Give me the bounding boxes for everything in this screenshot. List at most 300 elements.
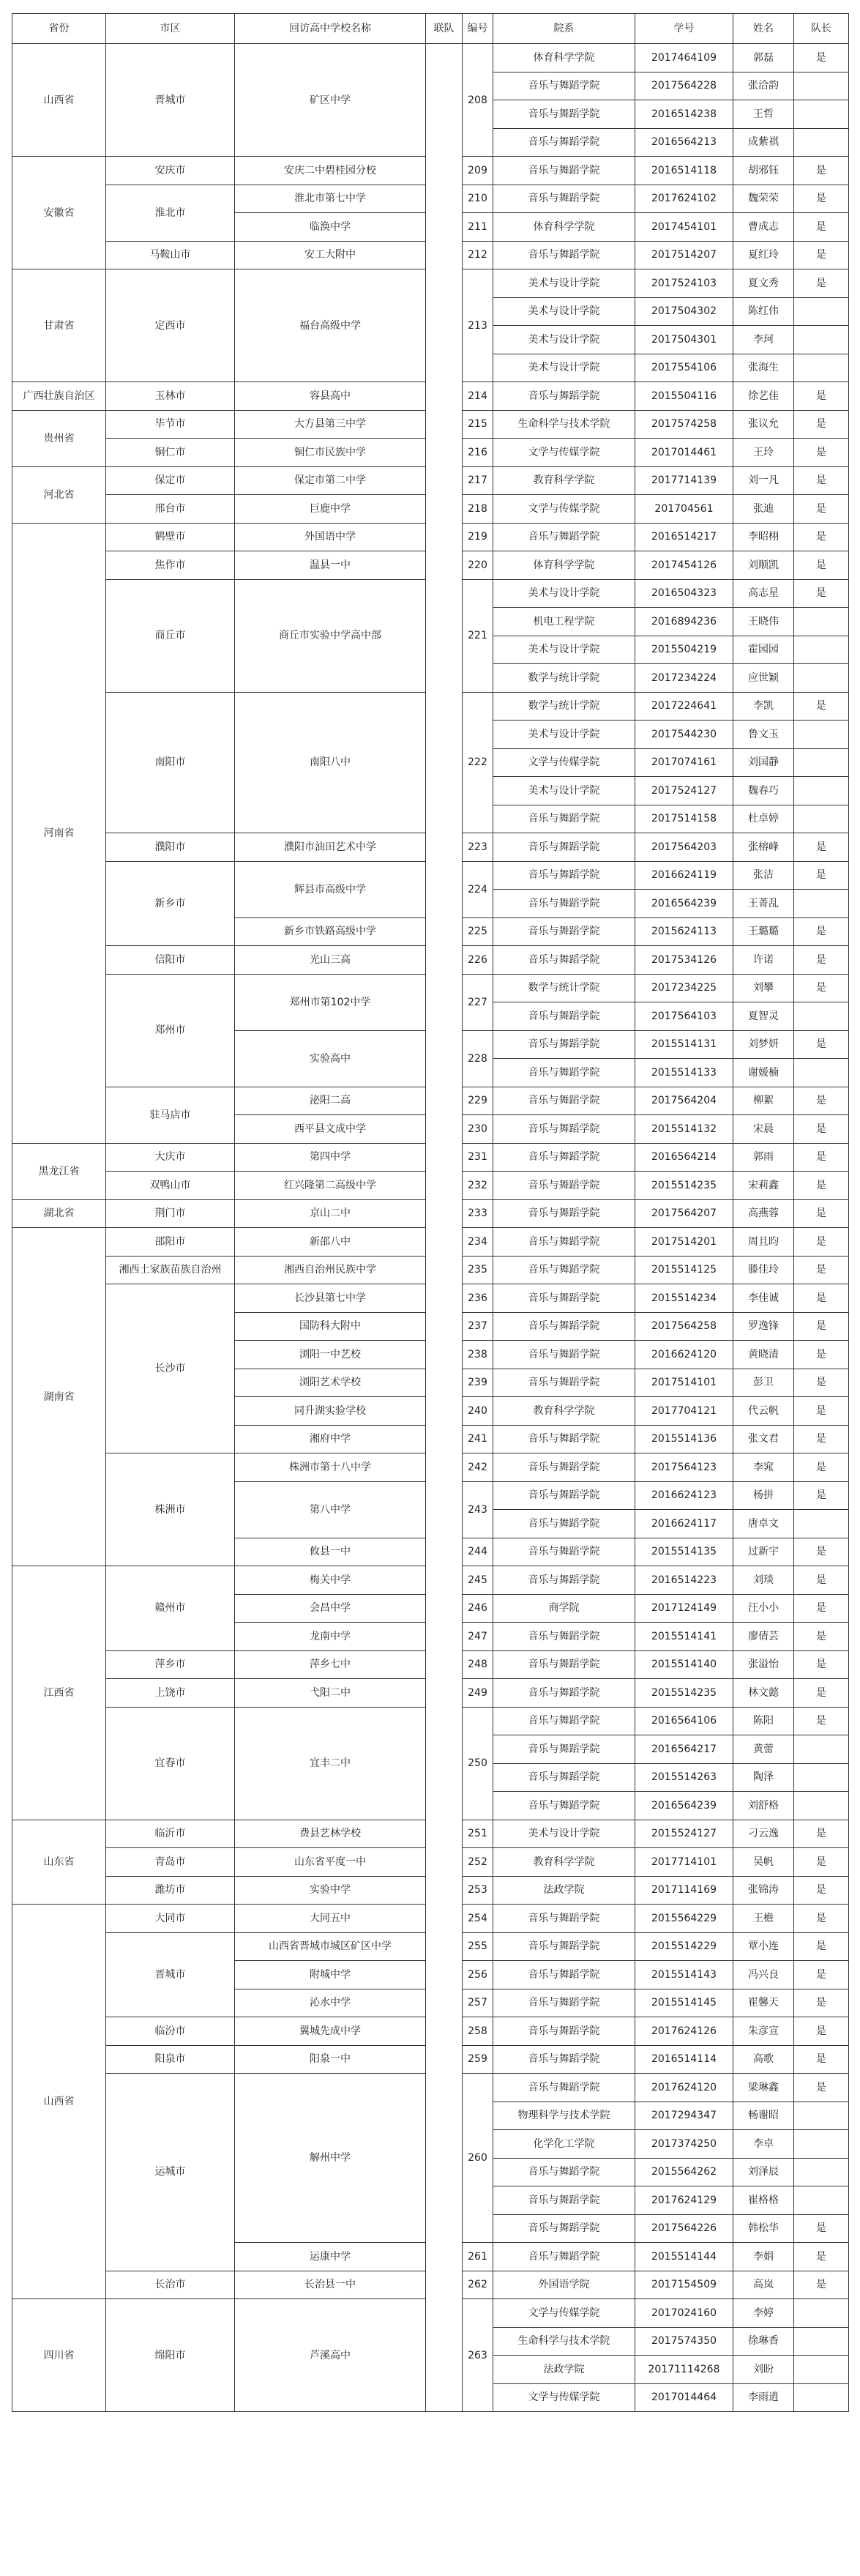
student-id-cell: 2017564203: [635, 833, 733, 862]
dept-cell: 音乐与舞蹈学院: [493, 890, 635, 918]
student-name-cell: 冯兴良: [733, 1961, 794, 1989]
student-id-cell: 2017704121: [635, 1397, 733, 1426]
city-cell: 安庆市: [106, 157, 235, 185]
school-cell: 湘西自治州民族中学: [235, 1256, 426, 1284]
city-cell: 双鸭山市: [106, 1172, 235, 1200]
leader-cell: 是: [794, 2045, 849, 2074]
city-cell: 保定市: [106, 466, 235, 495]
school-cell: 辉县市高级中学: [235, 861, 426, 917]
city-cell: 赣州市: [106, 1566, 235, 1651]
student-id-cell: 2016514217: [635, 523, 733, 551]
leader-cell: [794, 2102, 849, 2130]
dept-cell: 音乐与舞蹈学院: [493, 1538, 635, 1566]
number-cell: 214: [463, 382, 493, 411]
leader-cell: 是: [794, 1961, 849, 1989]
student-id-cell: 2016564213: [635, 128, 733, 157]
student-name-cell: 李凯: [733, 692, 794, 721]
number-cell: 252: [463, 1848, 493, 1877]
student-name-cell: 王檐: [733, 1905, 794, 1933]
school-cell: 解州中学: [235, 2074, 426, 2243]
student-name-cell: 王璐璐: [733, 917, 794, 946]
leader-cell: 是: [794, 1679, 849, 1708]
student-name-cell: 汪小小: [733, 1594, 794, 1623]
student-name-cell: 张文君: [733, 1425, 794, 1453]
province-cell: 山东省: [12, 1820, 106, 1905]
number-cell: 212: [463, 241, 493, 269]
student-name-cell: 谢媛楠: [733, 1059, 794, 1087]
school-cell: 实验高中: [235, 1030, 426, 1087]
leader-cell: [794, 128, 849, 157]
number-cell: 260: [463, 2074, 493, 2243]
leader-cell: [794, 2383, 849, 2412]
leader-cell: [794, 805, 849, 833]
dept-cell: 音乐与舞蹈学院: [493, 1510, 635, 1538]
dept-cell: 化学化工学院: [493, 2130, 635, 2159]
leader-cell: 是: [794, 579, 849, 608]
number-cell: 254: [463, 1905, 493, 1933]
student-id-cell: 2016624123: [635, 1481, 733, 1510]
leader-cell: [794, 636, 849, 664]
school-cell: 南阳八中: [235, 692, 426, 833]
leader-cell: 是: [794, 692, 849, 721]
school-cell: 第八中学: [235, 1481, 426, 1538]
school-cell: 湘府中学: [235, 1425, 426, 1453]
leader-cell: [794, 1763, 849, 1792]
dept-cell: 美术与设计学院: [493, 297, 635, 326]
student-id-cell: 2017564226: [635, 2214, 733, 2243]
student-name-cell: 鲁文玉: [733, 721, 794, 749]
school-cell: 温县一中: [235, 551, 426, 580]
number-cell: 230: [463, 1115, 493, 1144]
leader-cell: 是: [794, 861, 849, 890]
student-name-cell: 李娟: [733, 2243, 794, 2271]
leader-cell: [794, 2130, 849, 2159]
city-cell: 邢台市: [106, 495, 235, 524]
dept-cell: 音乐与舞蹈学院: [493, 2243, 635, 2271]
dept-cell: 音乐与舞蹈学院: [493, 861, 635, 890]
student-id-cell: 2015514235: [635, 1679, 733, 1708]
number-cell: 222: [463, 692, 493, 833]
student-id-cell: 2015514131: [635, 1030, 733, 1059]
number-cell: 250: [463, 1707, 493, 1820]
student-id-cell: 2016514238: [635, 100, 733, 129]
dept-cell: 美术与设计学院: [493, 269, 635, 298]
dept-cell: 音乐与舞蹈学院: [493, 1030, 635, 1059]
school-cell: 大同五中: [235, 1905, 426, 1933]
student-id-cell: 2015514263: [635, 1763, 733, 1792]
school-cell: 濮阳市油田艺术中学: [235, 833, 426, 862]
leader-cell: 是: [794, 1312, 849, 1341]
leader-cell: 是: [794, 523, 849, 551]
dept-cell: 音乐与舞蹈学院: [493, 185, 635, 213]
student-name-cell: 陈阳: [733, 1707, 794, 1735]
leader-cell: 是: [794, 439, 849, 467]
number-cell: 255: [463, 1932, 493, 1961]
leader-cell: 是: [794, 1199, 849, 1228]
leader-cell: 是: [794, 157, 849, 185]
dept-cell: 音乐与舞蹈学院: [493, 1087, 635, 1115]
city-cell: 临汾市: [106, 2017, 235, 2046]
student-id-cell: 2015514234: [635, 1284, 733, 1313]
student-id-cell: 2017014461: [635, 439, 733, 467]
leader-cell: 是: [794, 974, 849, 1002]
city-cell: 运城市: [106, 2074, 235, 2271]
student-name-cell: 刘琰: [733, 1566, 794, 1595]
school-cell: 新邵八中: [235, 1228, 426, 1257]
city-cell: 株洲市: [106, 1453, 235, 1566]
dept-cell: 美术与设计学院: [493, 1820, 635, 1848]
dept-cell: 音乐与舞蹈学院: [493, 1792, 635, 1820]
dept-cell: 音乐与舞蹈学院: [493, 917, 635, 946]
student-id-cell: 2017514158: [635, 805, 733, 833]
dept-cell: 音乐与舞蹈学院: [493, 1172, 635, 1200]
leader-cell: 是: [794, 1538, 849, 1566]
leader-cell: [794, 608, 849, 636]
student-name-cell: 张榕峰: [733, 833, 794, 862]
dept-cell: 音乐与舞蹈学院: [493, 2214, 635, 2243]
leader-cell: 是: [794, 1876, 849, 1905]
student-name-cell: 滕佳玲: [733, 1256, 794, 1284]
city-cell: 湘西土家族苗族自治州: [106, 1256, 235, 1284]
student-name-cell: 魏荣荣: [733, 185, 794, 213]
dept-cell: 文学与传媒学院: [493, 2299, 635, 2328]
student-name-cell: 宋晨: [733, 1115, 794, 1144]
student-name-cell: 刘顺凯: [733, 551, 794, 580]
header-cell: 姓名: [733, 14, 794, 44]
student-name-cell: 林文懿: [733, 1679, 794, 1708]
school-cell: 巨鹿中学: [235, 495, 426, 524]
number-cell: 242: [463, 1453, 493, 1482]
student-name-cell: 高歌: [733, 2045, 794, 2074]
number-cell: 238: [463, 1341, 493, 1369]
dept-cell: 文学与传媒学院: [493, 748, 635, 777]
leader-cell: [794, 748, 849, 777]
student-name-cell: 郭雨: [733, 1143, 794, 1172]
dept-cell: 音乐与舞蹈学院: [493, 1312, 635, 1341]
dept-cell: 体育科学学院: [493, 551, 635, 580]
student-name-cell: 刁云逸: [733, 1820, 794, 1848]
dept-cell: 数学与统计学院: [493, 974, 635, 1002]
city-cell: 定西市: [106, 269, 235, 382]
dept-cell: 音乐与舞蹈学院: [493, 128, 635, 157]
school-cell: 运康中学: [235, 2243, 426, 2271]
student-id-cell: 2015514145: [635, 1989, 733, 2017]
school-cell: 会昌中学: [235, 1594, 426, 1623]
number-cell: 262: [463, 2271, 493, 2299]
roster-sheet: [12, 13, 848, 2566]
student-id-cell: 2017464109: [635, 44, 733, 72]
city-cell: 绵阳市: [106, 2299, 235, 2412]
student-name-cell: 韩松华: [733, 2214, 794, 2243]
student-name-cell: 刘攀: [733, 974, 794, 1002]
student-id-cell: 2017624129: [635, 2186, 733, 2215]
number-cell: 215: [463, 410, 493, 439]
number-cell: 224: [463, 861, 493, 917]
leader-cell: 是: [794, 1143, 849, 1172]
table-row: [12, 44, 849, 72]
school-cell: 长治县一中: [235, 2271, 426, 2299]
leader-cell: 是: [794, 1481, 849, 1510]
student-name-cell: 罗逸锋: [733, 1312, 794, 1341]
city-cell: 潍坊市: [106, 1876, 235, 1905]
city-cell: 阳泉市: [106, 2045, 235, 2074]
leader-cell: 是: [794, 1623, 849, 1651]
number-cell: 210: [463, 185, 493, 213]
leader-cell: 是: [794, 410, 849, 439]
school-cell: 红兴隆第二高级中学: [235, 1172, 426, 1200]
leader-cell: 是: [794, 1425, 849, 1453]
dept-cell: 教育科学学院: [493, 466, 635, 495]
student-id-cell: 2017554106: [635, 354, 733, 382]
leader-cell: 是: [794, 1284, 849, 1313]
school-cell: 攸县一中: [235, 1538, 426, 1566]
school-cell: 浏阳艺术学校: [235, 1369, 426, 1397]
leader-cell: [794, 777, 849, 805]
dept-cell: 音乐与舞蹈学院: [493, 100, 635, 129]
city-cell: 临沂市: [106, 1820, 235, 1848]
student-name-cell: 刘国静: [733, 748, 794, 777]
header-cell: 省份: [12, 14, 106, 44]
leader-cell: 是: [794, 495, 849, 524]
city-cell: 玉林市: [106, 382, 235, 411]
number-cell: 243: [463, 1481, 493, 1538]
city-cell: 毕节市: [106, 410, 235, 439]
leader-cell: 是: [794, 551, 849, 580]
dept-cell: 音乐与舞蹈学院: [493, 1650, 635, 1679]
student-id-cell: 2017234225: [635, 974, 733, 1002]
student-id-cell: 2015514141: [635, 1623, 733, 1651]
student-name-cell: 畅谢昭: [733, 2102, 794, 2130]
student-name-cell: 刘盼: [733, 2356, 794, 2384]
dept-cell: 音乐与舞蹈学院: [493, 1989, 635, 2017]
dept-cell: 法政学院: [493, 1876, 635, 1905]
student-name-cell: 代云帆: [733, 1397, 794, 1426]
student-name-cell: 胡邪钰: [733, 157, 794, 185]
leader-cell: [794, 1059, 849, 1087]
dept-cell: 文学与传媒学院: [493, 495, 635, 524]
student-name-cell: 刘泽辰: [733, 2158, 794, 2186]
dept-cell: 音乐与舞蹈学院: [493, 1735, 635, 1764]
student-id-cell: 2015514144: [635, 2243, 733, 2271]
number-cell: 231: [463, 1143, 493, 1172]
student-id-cell: 2015564262: [635, 2158, 733, 2186]
student-id-cell: 2016624120: [635, 1341, 733, 1369]
city-cell: 晋城市: [106, 1932, 235, 2017]
student-name-cell: 朱彦宣: [733, 2017, 794, 2046]
dept-cell: 教育科学学院: [493, 1848, 635, 1877]
city-cell: 晋城市: [106, 44, 235, 157]
dept-cell: 美术与设计学院: [493, 326, 635, 354]
student-id-cell: 2017154509: [635, 2271, 733, 2299]
student-id-cell: 2015514140: [635, 1650, 733, 1679]
province-cell: 甘肃省: [12, 269, 106, 382]
student-name-cell: 张锦涛: [733, 1876, 794, 1905]
student-id-cell: 2017524127: [635, 777, 733, 805]
leader-cell: [794, 72, 849, 100]
leader-cell: 是: [794, 466, 849, 495]
leader-cell: [794, 1002, 849, 1031]
student-name-cell: 李珂: [733, 326, 794, 354]
school-cell: 龙南中学: [235, 1623, 426, 1651]
student-id-cell: 2017514101: [635, 1369, 733, 1397]
dept-cell: 体育科学学院: [493, 213, 635, 242]
student-name-cell: 黄晓清: [733, 1341, 794, 1369]
student-id-cell: 2016514114: [635, 2045, 733, 2074]
student-id-cell: 2017624102: [635, 185, 733, 213]
school-cell: 附城中学: [235, 1961, 426, 1989]
header-cell: 编号: [463, 14, 493, 44]
student-name-cell: 刘一凡: [733, 466, 794, 495]
number-cell: 240: [463, 1397, 493, 1426]
province-cell: 山西省: [12, 1905, 106, 2299]
number-cell: 209: [463, 157, 493, 185]
dept-cell: 音乐与舞蹈学院: [493, 1256, 635, 1284]
student-name-cell: 吴帆: [733, 1848, 794, 1877]
dept-cell: 文学与传媒学院: [493, 2383, 635, 2412]
school-cell: 安工大附中: [235, 241, 426, 269]
dept-cell: 音乐与舞蹈学院: [493, 1341, 635, 1369]
province-cell: 河南省: [12, 523, 106, 1143]
leader-cell: 是: [794, 1030, 849, 1059]
student-name-cell: 覃小连: [733, 1932, 794, 1961]
leader-cell: 是: [794, 1453, 849, 1482]
student-name-cell: 夏文秀: [733, 269, 794, 298]
school-cell: 安庆二中碧桂园分校: [235, 157, 426, 185]
school-cell: 同升湖实验学校: [235, 1397, 426, 1426]
leader-cell: [794, 2356, 849, 2384]
student-name-cell: 刘梦妍: [733, 1030, 794, 1059]
roster-table: [12, 13, 849, 2412]
leader-cell: 是: [794, 1397, 849, 1426]
dept-cell: 音乐与舞蹈学院: [493, 1481, 635, 1510]
dept-cell: 音乐与舞蹈学院: [493, 1143, 635, 1172]
dept-cell: 音乐与舞蹈学院: [493, 72, 635, 100]
student-id-cell: 2015504116: [635, 382, 733, 411]
header-cell: 市区: [106, 14, 235, 44]
school-cell: 梅关中学: [235, 1566, 426, 1595]
leader-cell: [794, 664, 849, 693]
number-cell: 247: [463, 1623, 493, 1651]
student-id-cell: 2017224641: [635, 692, 733, 721]
dept-cell: 音乐与舞蹈学院: [493, 833, 635, 862]
student-id-cell: 2017524103: [635, 269, 733, 298]
dept-cell: 音乐与舞蹈学院: [493, 2186, 635, 2215]
header-cell: 院系: [493, 14, 635, 44]
student-name-cell: 徐琳香: [733, 2327, 794, 2356]
student-name-cell: 王玲: [733, 439, 794, 467]
student-id-cell: 2015624113: [635, 917, 733, 946]
leader-cell: 是: [794, 185, 849, 213]
city-cell: 南阳市: [106, 692, 235, 833]
dept-cell: 美术与设计学院: [493, 636, 635, 664]
number-cell: 236: [463, 1284, 493, 1313]
leader-cell: 是: [794, 1228, 849, 1257]
leader-cell: 是: [794, 1256, 849, 1284]
number-cell: 235: [463, 1256, 493, 1284]
student-id-cell: 2016514223: [635, 1566, 733, 1595]
city-cell: 长治市: [106, 2271, 235, 2299]
student-id-cell: 2017564207: [635, 1199, 733, 1228]
school-cell: 铜仁市民族中学: [235, 439, 426, 467]
school-cell: 阳泉一中: [235, 2045, 426, 2074]
dept-cell: 外国语学院: [493, 2271, 635, 2299]
school-cell: 京山二中: [235, 1199, 426, 1228]
dept-cell: 音乐与舞蹈学院: [493, 1284, 635, 1313]
leader-cell: 是: [794, 1707, 849, 1735]
student-name-cell: 应世颖: [733, 664, 794, 693]
student-name-cell: 张迪: [733, 495, 794, 524]
province-cell: 湖南省: [12, 1228, 106, 1566]
student-name-cell: 王菁乱: [733, 890, 794, 918]
school-cell: 费县艺林学校: [235, 1820, 426, 1848]
team-cell: [426, 44, 463, 2412]
header-cell: 回访高中学校名称: [235, 14, 426, 44]
school-cell: 山东省平度一中: [235, 1848, 426, 1877]
province-cell: 广西壮族自治区: [12, 382, 106, 411]
province-cell: 山西省: [12, 44, 106, 157]
leader-cell: [794, 326, 849, 354]
student-id-cell: 2017514207: [635, 241, 733, 269]
student-id-cell: 2016564217: [635, 1735, 733, 1764]
student-name-cell: 魏春巧: [733, 777, 794, 805]
leader-cell: 是: [794, 2074, 849, 2102]
school-cell: 商丘市实验中学高中部: [235, 579, 426, 692]
student-name-cell: 柳絮: [733, 1087, 794, 1115]
leader-cell: [794, 354, 849, 382]
student-id-cell: 2017014464: [635, 2383, 733, 2412]
dept-cell: 商学院: [493, 1594, 635, 1623]
number-cell: 213: [463, 269, 493, 382]
school-cell: 矿区中学: [235, 44, 426, 157]
student-name-cell: 高燕蓉: [733, 1199, 794, 1228]
leader-cell: 是: [794, 946, 849, 975]
leader-cell: [794, 297, 849, 326]
student-id-cell: 2015514143: [635, 1961, 733, 1989]
dept-cell: 音乐与舞蹈学院: [493, 805, 635, 833]
school-cell: 临涣中学: [235, 213, 426, 242]
student-name-cell: 霍园园: [733, 636, 794, 664]
student-id-cell: 2016624117: [635, 1510, 733, 1538]
leader-cell: 是: [794, 1594, 849, 1623]
student-id-cell: 2016564239: [635, 1792, 733, 1820]
student-name-cell: 夏红玲: [733, 241, 794, 269]
leader-cell: [794, 1510, 849, 1538]
number-cell: 218: [463, 495, 493, 524]
dept-cell: 音乐与舞蹈学院: [493, 157, 635, 185]
school-cell: 新乡市铁路高级中学: [235, 917, 426, 946]
province-cell: 贵州省: [12, 410, 106, 466]
school-cell: 西平县文成中学: [235, 1115, 426, 1144]
dept-cell: 音乐与舞蹈学院: [493, 1369, 635, 1397]
student-name-cell: 李婷: [733, 2299, 794, 2328]
city-cell: 郑州市: [106, 974, 235, 1087]
student-name-cell: 郭磊: [733, 44, 794, 72]
dept-cell: 数学与统计学院: [493, 692, 635, 721]
number-cell: 225: [463, 917, 493, 946]
leader-cell: 是: [794, 2271, 849, 2299]
dept-cell: 音乐与舞蹈学院: [493, 523, 635, 551]
leader-cell: [794, 100, 849, 129]
header-row: [12, 14, 849, 44]
student-id-cell: 2017714101: [635, 1848, 733, 1877]
student-name-cell: 过新宇: [733, 1538, 794, 1566]
student-name-cell: 张海生: [733, 354, 794, 382]
number-cell: 239: [463, 1369, 493, 1397]
student-name-cell: 王晓伟: [733, 608, 794, 636]
province-cell: 黑龙江省: [12, 1143, 106, 1199]
student-name-cell: 许诺: [733, 946, 794, 975]
student-id-cell: 2017504301: [635, 326, 733, 354]
